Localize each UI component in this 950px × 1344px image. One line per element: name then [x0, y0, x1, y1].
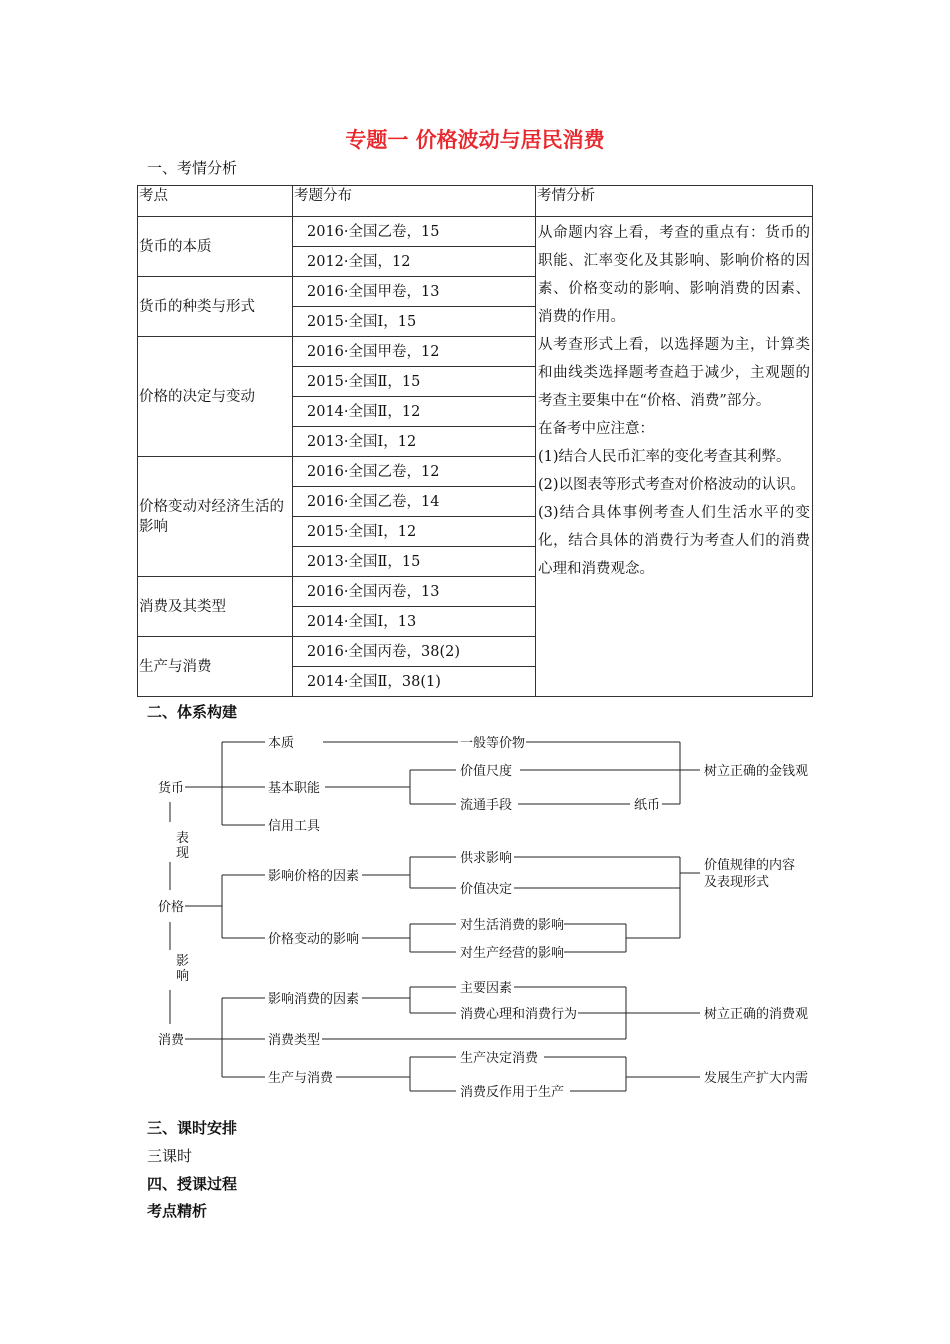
node-consume-reacts: 消费反作用于生产 [460, 1085, 565, 1100]
exam-item: 2013·全国Ⅱ，15 [293, 547, 536, 577]
exam-item: 2014·全国Ⅰ，13 [293, 607, 536, 637]
hours-text: 三课时 [147, 1147, 193, 1165]
node-value-law: 价值规律的内容 [704, 858, 796, 873]
relation-label: 影 [176, 954, 190, 969]
section-heading-analysis: 一、考情分析 [147, 159, 238, 177]
relation-label: 表 [176, 831, 190, 846]
topic-cell: 货币的本质 [138, 217, 293, 277]
relation-label: 现 [176, 846, 190, 861]
topic-cell: 消费及其类型 [138, 577, 293, 637]
exam-item: 2015·全国Ⅰ，15 [293, 307, 536, 337]
analysis-cell [536, 217, 813, 697]
node-consume-view: 树立正确的消费观 [704, 1007, 809, 1022]
exam-item: 2016·全国乙卷，14 [293, 487, 536, 517]
node-value-law: 及表现形式 [704, 875, 770, 890]
node-essence: 本质 [268, 736, 295, 751]
node-value-scale: 价值尺度 [460, 764, 513, 779]
exam-item: 2015·全国Ⅰ，12 [293, 517, 536, 547]
topic-cell: 生产与消费 [138, 637, 293, 697]
topic-cell: 价格变动对经济生活的影响 [138, 457, 293, 577]
exam-item: 2016·全国丙卷，13 [293, 577, 536, 607]
exam-item: 2016·全国乙卷，15 [293, 217, 536, 247]
exam-item: 2016·全国甲卷，13 [293, 277, 536, 307]
analysis-paragraph: 从命题内容上看，考查的重点有：货币的职能、汇率变化及其影响、影响价格的因素、价格变动的影响、影响消费的因素、消费的作用。 [538, 225, 810, 325]
header-topic: 考点 [138, 186, 293, 217]
node-basic-function: 基本职能 [268, 781, 321, 796]
exam-analysis-table [137, 185, 813, 697]
node-circulation: 流通手段 [460, 798, 513, 813]
node-expand: 发展生产扩大内需 [704, 1071, 809, 1086]
node-price: 价格 [158, 900, 185, 915]
analysis-paragraph: 从考查形式上看，以选择题为主，计算类和曲线类选择题考查趋于减少，主观题的考查主要集中在“价格、消费”部分。 [538, 337, 810, 409]
node-price-factors: 影响价格的因素 [268, 869, 360, 884]
exam-item: 2016·全国丙卷，38(2) [293, 637, 536, 667]
node-on-production: 对生产经营的影响 [460, 946, 565, 961]
analysis-paragraph: 在备考中应注意： [538, 421, 654, 437]
node-value-decides: 价值决定 [460, 882, 513, 897]
node-credit-tool: 信用工具 [268, 819, 321, 834]
section-heading-system: 二、体系构建 [147, 703, 238, 721]
node-consume: 消费 [158, 1033, 185, 1048]
exam-item: 2014·全国Ⅱ，38(1) [293, 667, 536, 697]
topic-cell: 货币的种类与形式 [138, 277, 293, 337]
topic-cell: 价格的决定与变动 [138, 337, 293, 457]
node-prod-consume: 生产与消费 [268, 1071, 334, 1086]
node-consume-factors: 影响消费的因素 [268, 992, 360, 1007]
exam-item: 2016·全国甲卷，12 [293, 337, 536, 367]
exam-item: 2012·全国，12 [293, 247, 536, 277]
exam-item: 2013·全国Ⅰ，12 [293, 427, 536, 457]
concept-tree-diagram [140, 730, 820, 1105]
node-on-life: 对生活消费的影响 [460, 918, 565, 933]
relation-label: 响 [176, 969, 190, 984]
exam-item: 2015·全国Ⅱ，15 [293, 367, 536, 397]
node-psych: 消费心理和消费行为 [460, 1007, 578, 1022]
node-money-view: 树立正确的金钱观 [704, 764, 809, 779]
analysis-paragraph: (1)结合人民币汇率的变化考查其利弊。 [538, 449, 791, 465]
node-prod-decides: 生产决定消费 [460, 1051, 539, 1066]
exam-item: 2016·全国乙卷，12 [293, 457, 536, 487]
node-money: 货币 [158, 781, 185, 796]
header-analysis: 考情分析 [536, 186, 813, 217]
node-supply-demand: 供求影响 [460, 851, 513, 866]
exam-item: 2014·全国Ⅱ，12 [293, 397, 536, 427]
subheading-key-points: 考点精析 [147, 1202, 208, 1220]
analysis-paragraph: (3)结合具体事例考查人们生活水平的变化，结合具体的消费行为考查人们的消费心理和消费观念。 [538, 505, 810, 577]
node-main-factor: 主要因素 [460, 981, 513, 996]
analysis-paragraph: (2)以图表等形式考查对价格波动的认识。 [538, 477, 806, 493]
section-heading-process: 四、授课过程 [147, 1175, 238, 1193]
node-price-effects: 价格变动的影响 [268, 932, 360, 947]
section-heading-hours: 三、课时安排 [147, 1119, 238, 1137]
header-distribution: 考题分布 [293, 186, 536, 217]
node-paper-money: 纸币 [634, 798, 661, 813]
node-general-equivalent: 一般等价物 [460, 736, 526, 751]
page-title: 专题一 价格波动与居民消费 [345, 128, 605, 152]
node-consume-types: 消费类型 [268, 1033, 321, 1048]
